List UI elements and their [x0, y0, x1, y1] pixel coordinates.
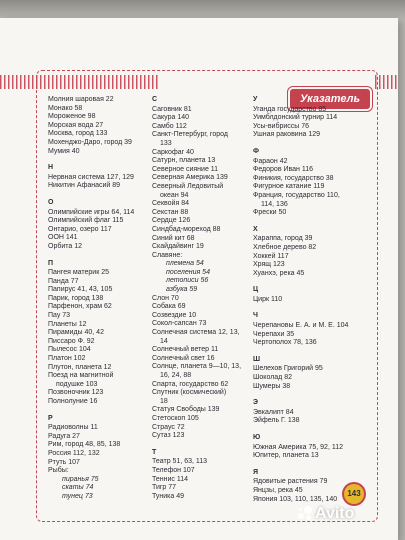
index-entry: Онтарио, озеро 117: [48, 225, 112, 233]
index-entry: Телефон 107: [152, 466, 195, 474]
index-banner-title: Указатель: [290, 89, 370, 109]
index-entry: Франция, государство 110,: [253, 191, 340, 199]
index-entry: Сутаз 123: [152, 432, 185, 440]
index-entry: Ядовитые растения 79: [253, 478, 328, 486]
index-section-letter: У: [253, 96, 258, 103]
index-entry: Самбо 112: [152, 122, 187, 130]
index-entry: Спарта, государство 62: [152, 380, 229, 388]
index-entry: Солнечный свет 16: [152, 354, 215, 362]
index-entry: Хуанхэ, река 45: [253, 269, 305, 277]
avito-watermark: [298, 505, 354, 523]
index-entry: Федоров Иван 116: [253, 166, 314, 174]
index-entry: Олимпийские игры 64, 114: [48, 208, 135, 216]
index-section-letter: О: [48, 198, 54, 206]
index-entry: Сатурн, планета 13: [152, 157, 216, 165]
index-entry: Южная Америка 75, 92, 112: [253, 443, 343, 451]
index-subentry: тунец 73: [62, 492, 93, 500]
index-entry: Стетоскоп 105: [152, 414, 199, 422]
index-subentry: летописи 56: [166, 277, 209, 285]
index-entry: Мохенджо-Даро, город 39: [48, 138, 132, 146]
index-entry: Черепахи 35: [253, 330, 295, 338]
index-section-letter: Ф: [253, 147, 259, 155]
index-entry: Рим, город 48, 85, 138: [48, 441, 121, 449]
index-entry: Нервная система 127, 129: [48, 173, 134, 181]
index-section-letter: Ю: [253, 434, 261, 441]
index-entry: Фигурное катание 119: [253, 183, 325, 191]
index-entry: Солнечная система 12, 13,: [152, 329, 240, 337]
index-section-letter: Х: [253, 225, 258, 233]
index-entry: Хрящ 123: [253, 261, 285, 269]
index-entry: Москва, город 133: [48, 130, 108, 138]
index-column-3: [253, 96, 371, 504]
index-entry: Фрески 50: [253, 209, 287, 217]
index-entry: Россия 112, 132: [48, 449, 100, 457]
index-subentry: скаты 74: [62, 484, 94, 492]
index-entry: Позвоночник 123: [48, 389, 104, 397]
index-entry: Пау 73: [48, 312, 71, 320]
index-entry: Шумеры 38: [253, 382, 291, 390]
index-section-letter: Р: [48, 414, 53, 422]
index-subentry: пиранья 75: [62, 475, 99, 483]
index-entry: Ушная раковина 129: [253, 131, 321, 139]
index-section-letter: Ц: [253, 286, 259, 294]
index-entry: Полнолуние 16: [48, 398, 98, 405]
index-entry: 114, 136: [261, 200, 288, 208]
index-entry: Саркофаг 40: [152, 148, 194, 156]
index-subentry: азбука 59: [166, 286, 198, 294]
index-entry: Плутон, планета 12: [48, 363, 112, 371]
index-entry: Солнечный ветер 11: [152, 346, 219, 354]
index-section-letter: Т: [152, 448, 157, 456]
index-entry: Писсаро Ф. 92: [48, 337, 95, 345]
index-entry: Парфенон, храм 62: [48, 303, 112, 311]
index-entry: Юпитер, планета 13: [253, 452, 319, 460]
index-subentry: племена 54: [166, 260, 204, 268]
index-subentry: поселения 54: [166, 268, 210, 276]
index-section-letter: Ч: [253, 312, 258, 320]
index-entry: ООН 141: [48, 234, 78, 242]
index-entry: Шоколад 82: [253, 374, 292, 382]
index-entry: Солнце, планета 9—10, 13,: [152, 363, 242, 371]
index-entry: 133: [160, 139, 172, 147]
index-entry: Радуга 27: [48, 432, 80, 440]
index-entry: Спутник (космический): [152, 389, 227, 397]
index-entry: Пангея материк 25: [48, 269, 109, 277]
index-entry: Фараон 42: [253, 157, 288, 165]
index-entry: Поезд на магнитной: [48, 372, 114, 380]
index-entry: Северная Америка 139: [152, 174, 228, 182]
avito-logo-icon: [298, 506, 312, 520]
index-entry: Япония 103, 110, 135, 140: [253, 495, 338, 503]
index-entry: Статуя Свободы 139: [152, 406, 220, 414]
index-entry: Черепановы Е. А. и М. Е. 104: [253, 322, 349, 330]
index-entry: Эйфель Г. 138: [253, 417, 300, 425]
index-section-letter: Ш: [253, 355, 261, 363]
index-entry: 18: [160, 397, 168, 405]
index-entry: Морская вода 27: [48, 121, 104, 129]
index-section-letter: С: [152, 96, 158, 103]
index-entry: Цирк 110: [253, 295, 283, 303]
index-entry: Мороженое 98: [48, 113, 96, 121]
index-entry: Орбита 12: [48, 242, 83, 250]
index-entry: Хоккей 117: [253, 252, 289, 260]
index-column-2: [152, 96, 260, 501]
index-column-1: [48, 96, 150, 502]
index-entry: Платон 102: [48, 355, 86, 363]
index-entry: Скайдайвинг 19: [152, 243, 204, 251]
decorative-border-strip-right: [375, 75, 398, 89]
index-entry: Пирамиды 40, 42: [48, 329, 104, 337]
index-entry: Туника 49: [152, 492, 184, 500]
index-entry: 16, 24, 88: [160, 372, 192, 379]
index-section-letter: Э: [253, 399, 258, 407]
index-entry: Уимблдонский турнир 114: [253, 114, 338, 122]
index-entry: Тигр 77: [152, 484, 177, 492]
index-entry: Синий кит 68: [152, 234, 195, 242]
index-section-letter: П: [48, 259, 54, 267]
index-entry: Планеты 12: [48, 320, 87, 328]
index-entry: Панда 77: [48, 277, 79, 285]
index-entry: Олимпийский флаг 115: [48, 217, 124, 225]
index-entry: Сокол-сапсан 73: [152, 320, 207, 328]
index-entry: Ртуть 107: [48, 458, 80, 466]
page-number-badge: 143: [344, 484, 364, 504]
index-section-letter: Н: [48, 164, 54, 172]
index-entry: Пылесос 104: [48, 346, 91, 354]
index-entry: Страус 72: [152, 423, 185, 431]
index-entry: Финикия, государство 38: [253, 174, 334, 182]
index-entry: Усы-вибриссы 76: [253, 122, 310, 130]
index-entry: Эвкалипт 84: [253, 408, 294, 416]
index-entry: Славяне:: [152, 251, 183, 259]
index-entry: Хлебное дерево 82: [253, 243, 317, 251]
index-entry: Монако 58: [48, 104, 83, 112]
index-entry: Секвойя 84: [152, 200, 189, 208]
index-entry: Сердце 126: [152, 217, 191, 225]
index-section-letter: Я: [253, 468, 259, 476]
index-entry: Синдбад-мореход 88: [152, 225, 221, 233]
watermark-text: Avito: [315, 505, 355, 522]
index-entry: Саговник 81: [152, 105, 192, 113]
background-shadow: [0, 0, 405, 20]
index-entry: Рыбы:: [48, 467, 69, 475]
index-entry: Мумия 40: [48, 147, 80, 155]
index-entry: Созвездие 10: [152, 311, 197, 319]
index-entry: Слон 70: [152, 294, 179, 302]
index-entry: Парик, город 138: [48, 294, 104, 302]
index-entry: Санкт-Петербург, город: [152, 131, 228, 139]
index-entry: Северный Ледовитый: [152, 182, 224, 190]
index-entry: Секстан 88: [152, 208, 189, 216]
index-entry: Радиоволны 11: [48, 424, 98, 432]
index-entry: Уганда государство 85: [253, 105, 327, 113]
index-entry: Шелехов Григорий 95: [253, 365, 323, 373]
index-entry: Северное сияние 11: [152, 165, 219, 173]
index-entry: Молния шаровая 22: [48, 96, 114, 103]
index-entry: Никитин Афанасий 89: [48, 182, 121, 190]
index-entry: Чертополох 78, 136: [253, 339, 317, 347]
index-entry: Театр 51, 63, 113: [152, 458, 208, 466]
index-entry: подушке 103: [56, 380, 98, 388]
index-entry: 14: [160, 337, 168, 345]
index-entry: Янцзы, река 45: [253, 486, 303, 494]
index-entry: Сакура 140: [152, 114, 189, 122]
index-entry: океан 94: [160, 191, 189, 199]
index-entry: Теннис 114: [152, 475, 189, 483]
index-entry: Хараппа, город 39: [253, 235, 313, 243]
index-entry: Папирус 41, 43, 105: [48, 286, 113, 294]
index-entry: Собака 69: [152, 303, 186, 311]
